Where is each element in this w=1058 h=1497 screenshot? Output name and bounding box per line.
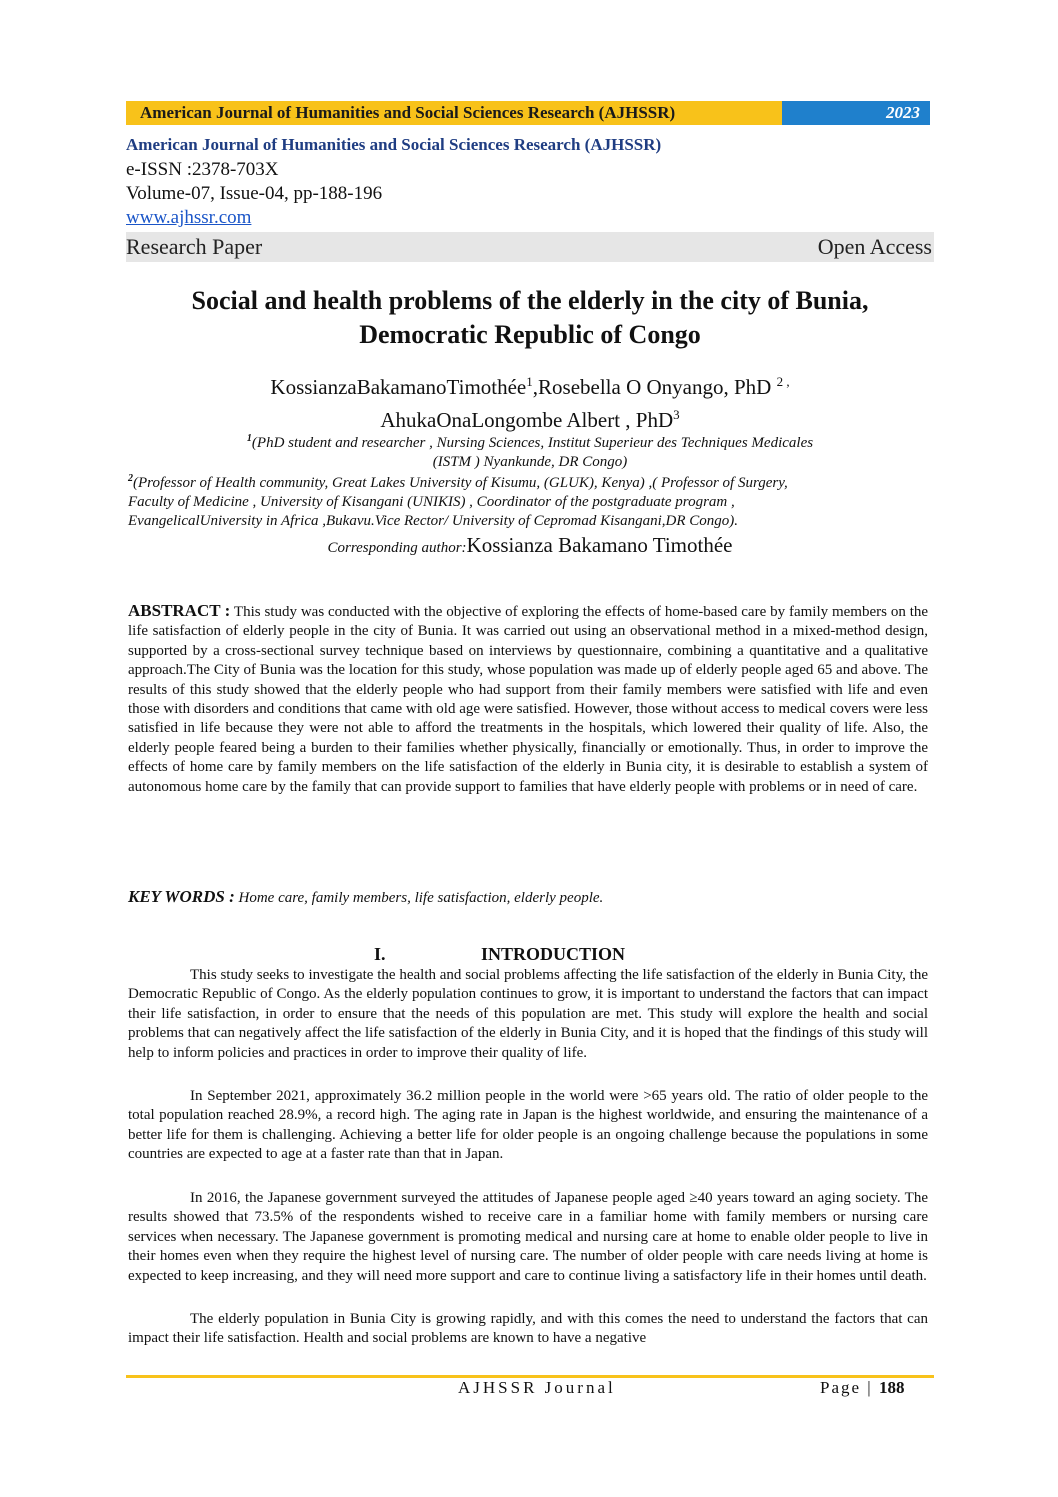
affiliation-1 bbox=[126, 429, 934, 472]
affiliation-2-line-3: EvangelicalUniversity in Africa ,Bukavu.Vice Rector/ University of Cepromad Kisangani,DR Congo). bbox=[128, 513, 739, 529]
paper-type-bar bbox=[126, 232, 934, 262]
author-3-sup: 3 bbox=[673, 407, 680, 422]
abstract-label: ABSTRACT : bbox=[128, 601, 231, 620]
intro-paragraph-2: In September 2021, approximately 36.2 million people in the world were >65 years old. The ratio of older people to the total population reached 28.9%, a record high. The aging rate in Japan is the highest worldwide, and ensuring the maintenance of a better life for them is challenging. Achieving a better life for older people is an ongoing challenge because the populations in some countries are expected to age at a faster rate than that in Japan. bbox=[128, 1088, 928, 1163]
paper-title-line-2: Democratic Republic of Congo bbox=[359, 320, 701, 349]
intro-paragraph-1: This study seeks to investigate the health and social problems affecting the life satisfaction of the elderly in Bunia City, the Democratic Republic of Congo. As the elderly population continues to grow, it is important to understand the factors that can impact their life satisfaction, in order to ensure that the needs of this population are met. This study will explore the health and social problems that can negatively affect the life satisfaction of the elderly in Bunia City, and it is hoped that the findings of this study will help to inform policies and practices in order to improve their quality of life. bbox=[128, 967, 928, 1061]
author-1: KossianzaBakamanoTimothée bbox=[270, 375, 527, 399]
affiliation-2-sup: 2 bbox=[128, 473, 133, 484]
footer-page-label: Page | bbox=[820, 1378, 873, 1397]
author-2-sup: 2 , bbox=[776, 374, 790, 389]
eissn: e-ISSN :2378-703X bbox=[126, 159, 279, 180]
paper-title-line-1: Social and health problems of the elderly in the city of Bunia, bbox=[191, 286, 869, 315]
intro-paragraph-4: The elderly population in Bunia City is growing rapidly, and with this comes the need to understand the factors that can impact their life satisfaction. Health and social problems are known to have a negative bbox=[128, 1311, 928, 1347]
affiliation-1-line-1: (PhD student and researcher , Nursing Sciences, Institut Superieur des Techniques Medicales bbox=[251, 435, 814, 451]
access-type: Open Access bbox=[817, 234, 932, 259]
abstract-text: This study was conducted with the objective of exploring the effects of home-based care by family members on the life satisfaction of elderly people in the city of Bunia. It was carried out using an observational method in a mixed-method design, supported by a cross-sectional survey technique based on interviews by questionnaire, combining a quantitative and a qualitative approach.The City of Bunia was the location for this study, whose population was made up of elderly people aged 65 and above. The results of this study showed that the elderly people who had support from their family members were satisfied with life and even those with disorders and conditions that came with old age were satisfied. However, those without access to medical covers were less satisfied in life because they were not able to afford the treatments in the hospitals, which lowered their quality of life. Also, the elderly people feared being a burden to their families whether physically, financially or emotionally. Thus, in order to improve the effects of home care by family members on the life satisfaction of the elderly in Bunia city, it is desirable to establish a system of autonomous home care by the family that can provide support to families that have elderly people with problems or in need of care. bbox=[128, 604, 929, 795]
paper-title bbox=[126, 284, 934, 352]
affiliation-2-line-1: (Professor of Health community, Great Lakes University of Kisumu, (GLUK), Kenya) ,( Professor of Surgery, bbox=[133, 475, 788, 491]
footer-page bbox=[820, 1378, 904, 1398]
keywords-text: Home care, family members, life satisfaction, elderly people. bbox=[238, 890, 604, 906]
author-3: AhukaOnaLongombe Albert , PhD bbox=[380, 408, 674, 432]
corresponding-author-label: Corresponding author: bbox=[327, 540, 467, 556]
corresponding-author-name: Kossianza Bakamano Timothée bbox=[466, 533, 733, 557]
footer-journal: AJHSSR Journal bbox=[458, 1378, 616, 1397]
intro-paragraph-3: In 2016, the Japanese government surveyed the attitudes of Japanese people aged ≥40 years toward an aging society. The results showed that 73.5% of the respondents wished to receive care in a familiar home with family members or nursing care services when necessary. The Japanese government is promoting medical and nursing care at home to enable older people to live in their homes even when they require the highest level of nursing care. The number of older people with care needs living at home is expected to keep increasing, and they will need more support and care to continue living a satisfactory life in their homes until death. bbox=[128, 1190, 928, 1284]
abstract bbox=[128, 601, 928, 797]
header-year-band: 2023 bbox=[782, 101, 930, 125]
footer-page-number: 188 bbox=[878, 1378, 905, 1397]
section-number: I. bbox=[374, 944, 386, 964]
keywords bbox=[128, 887, 603, 907]
affiliation-2-line-2: Faculty of Medicine , University of Kisangani (UNIKIS) , Coordinator of the postgraduate program , bbox=[128, 494, 735, 510]
paper-type: Research Paper bbox=[126, 234, 263, 259]
journal-website-link[interactable]: www.ajhssr.com bbox=[126, 207, 252, 228]
author-list bbox=[126, 368, 934, 434]
keywords-label: KEY WORDS : bbox=[128, 887, 235, 906]
affiliation-1-sup: 1 bbox=[246, 433, 252, 444]
section-heading: INTRODUCTION bbox=[481, 944, 626, 964]
journal-name: American Journal of Humanities and Social Sciences Research (AJHSSR) bbox=[126, 135, 662, 154]
affiliation-2 bbox=[128, 469, 936, 531]
header-journal-band: American Journal of Humanities and Social Sciences Research (AJHSSR) bbox=[126, 101, 782, 125]
author-1-sup: 1 bbox=[526, 374, 533, 389]
corresponding-author bbox=[126, 531, 934, 562]
affiliation-1-line-2: (ISTM ) Nyankunde, DR Congo) bbox=[432, 454, 628, 470]
volume-issue: Volume-07, Issue-04, pp-188-196 bbox=[126, 183, 383, 204]
author-2: ,Rosebella O Onyango, PhD bbox=[532, 375, 772, 399]
